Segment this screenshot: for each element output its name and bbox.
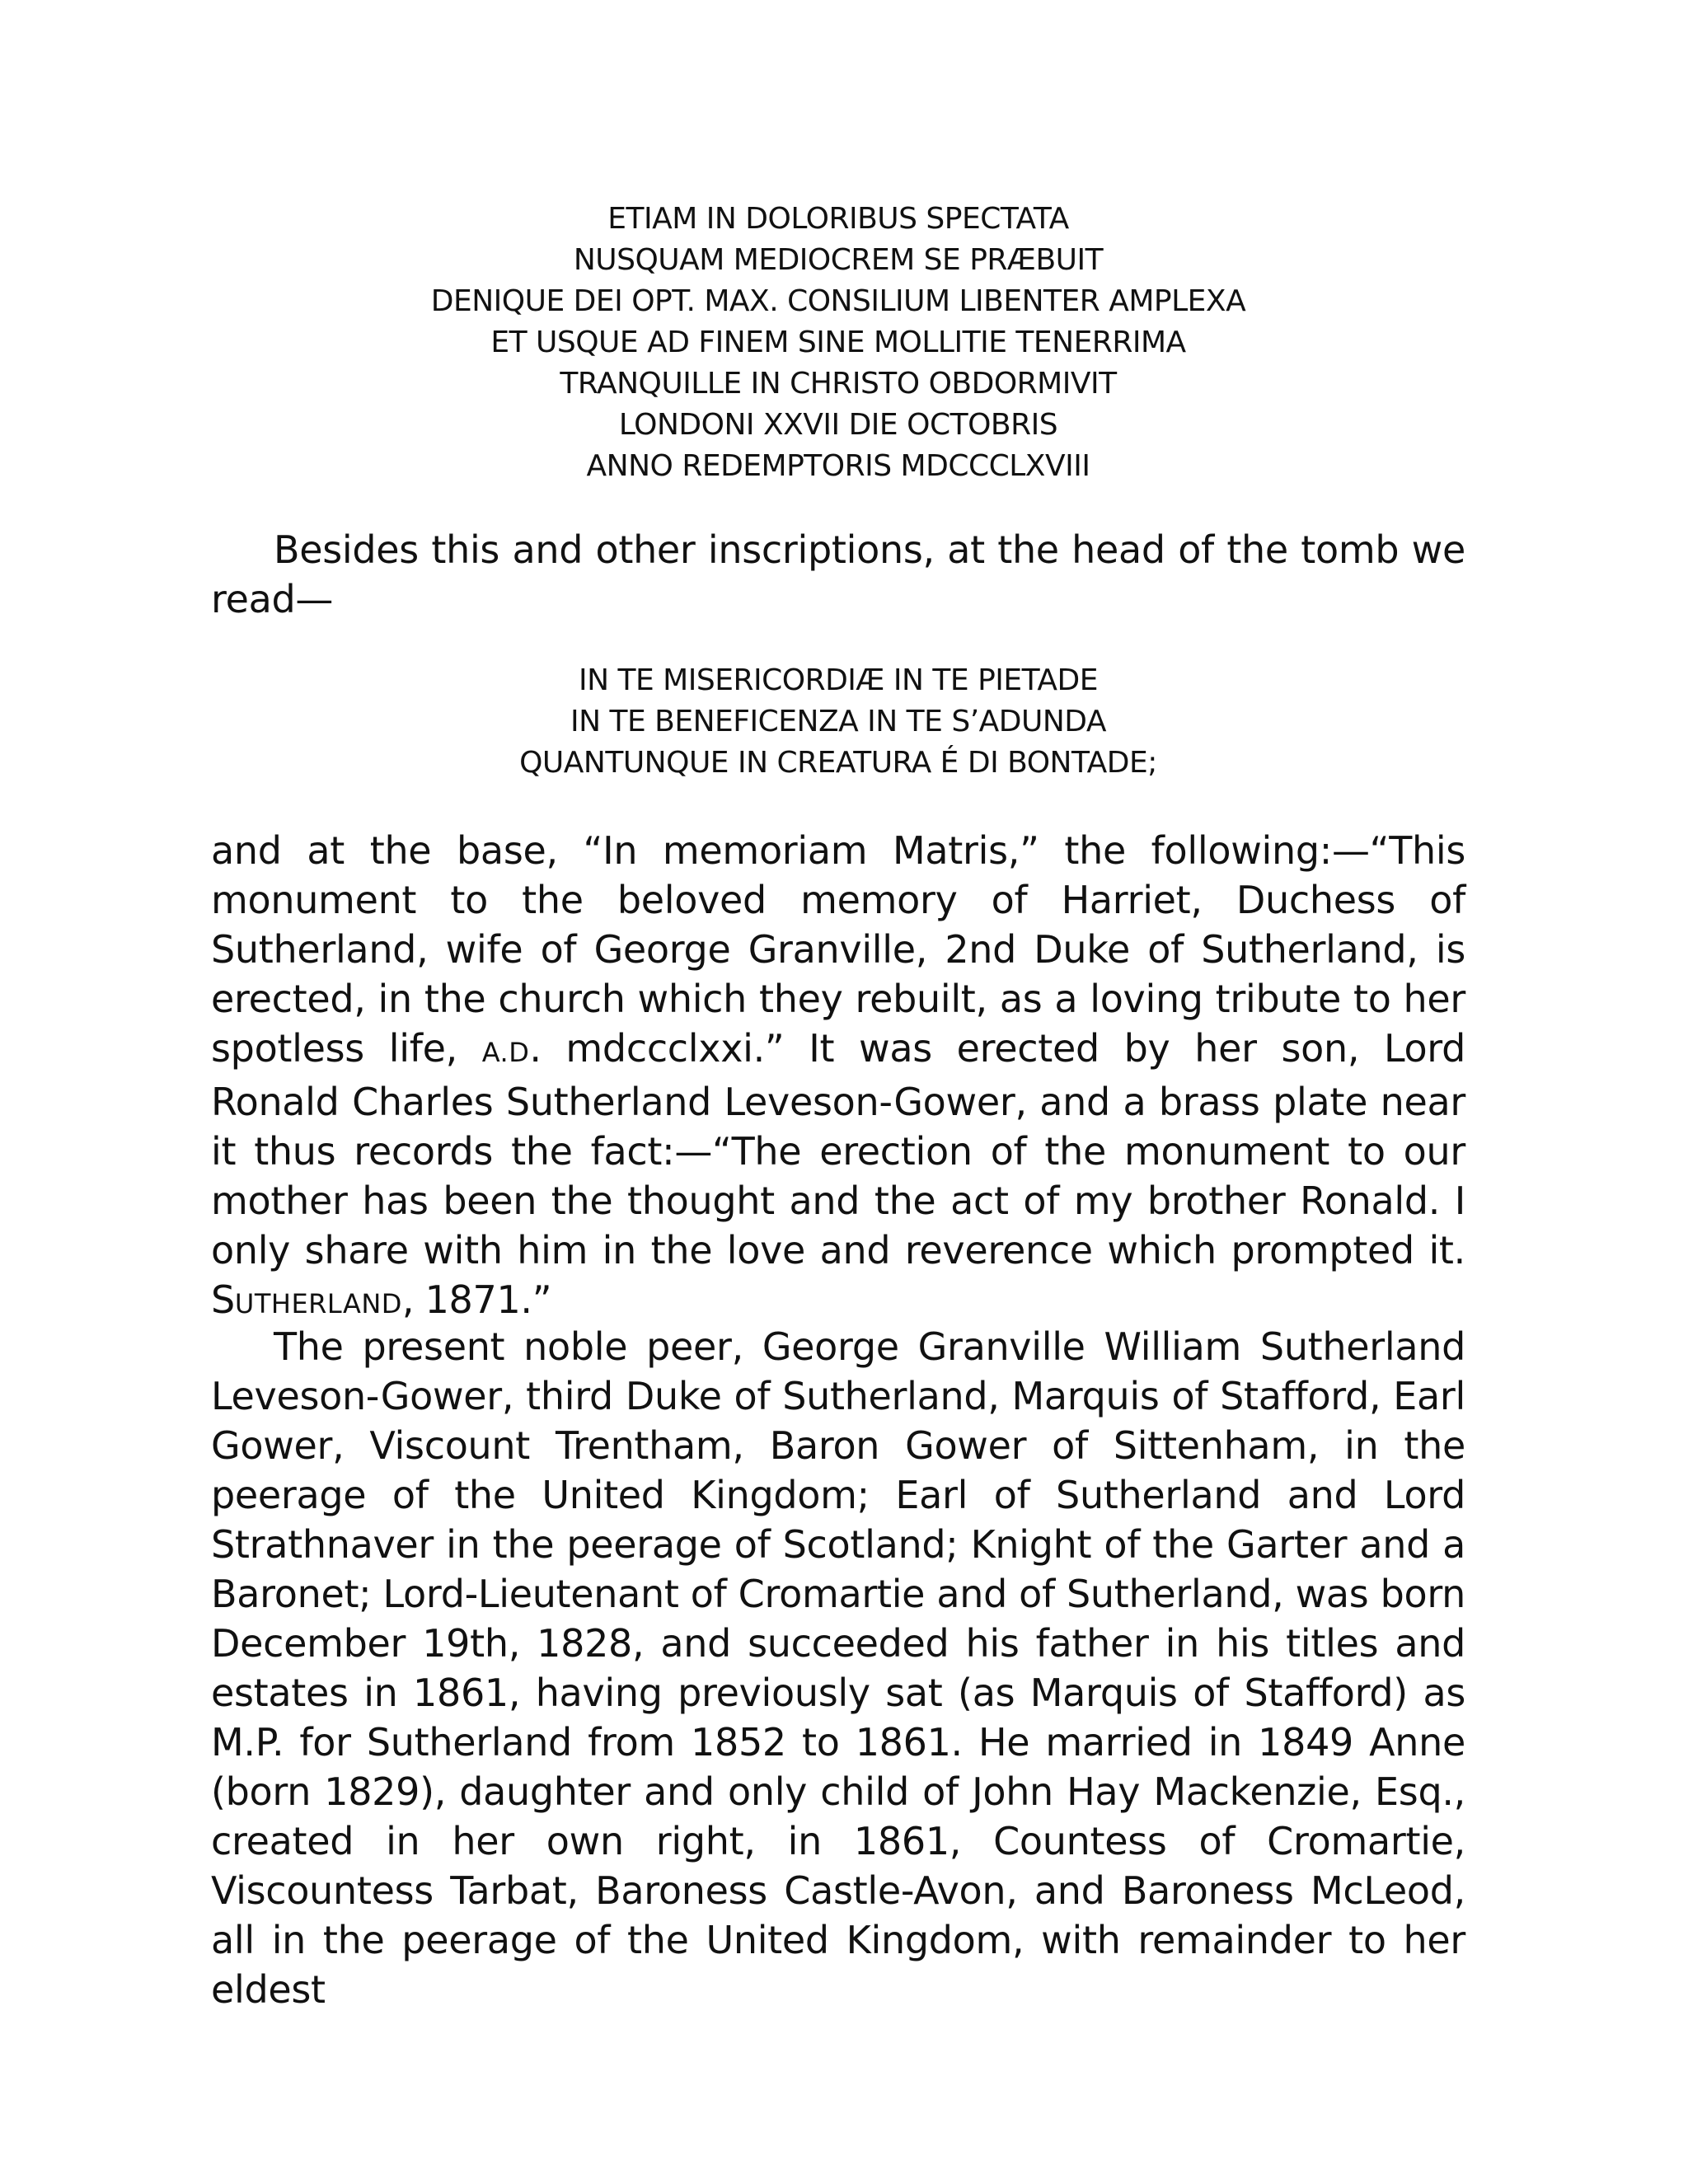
inscription-line: LONDONI XXVII DIE OCTOBRIS	[618, 408, 1058, 442]
signature-smallcaps: UTHERLAND	[234, 1288, 402, 1319]
memorial-text: . mdccclxxi.” It was erected by her son, Lord Ronald Charles Sutherland Leveson-Gower, and a brass plate near it thus records the fact:—“The erection of the monument to our mother has been the thought and the act of my brother Ronald. I only share with him in the love and reverence which prompted it.	[211, 1026, 1466, 1272]
inscription-line: ETIAM IN DOLORIBUS SPECTATA	[607, 202, 1069, 236]
memorial-text: and at the base, “In memoriam Matris,” the following:—“This monument to the beloved memory of Harriet, Duchess of Sutherland, wife of George Granville, 2nd Duke of Sutherland, is erected, in the church which they rebuilt, as a loving tribute to her spotless life,	[211, 828, 1465, 1071]
inscription-line: QUANTUNQUE IN CREATURA É DI BONTADE;	[519, 746, 1157, 780]
inscription-line: TRANQUILLE IN CHRISTO OBDORMIVIT	[560, 367, 1117, 401]
inscription-line: ANNO REDEMPTORIS MDCCCLXVIII	[586, 449, 1090, 483]
latin-inscription	[211, 199, 1465, 487]
memorial-paragraph	[211, 826, 1465, 1329]
inscription-line: NUSQUAM MEDIOCREM SE PRÆBUIT	[573, 243, 1104, 277]
signature-initial: S	[211, 1277, 235, 1322]
italian-inscription	[211, 660, 1465, 784]
intro-paragraph: Besides this and other inscriptions, at the head of the tomb we read—	[211, 527, 1465, 621]
inscription-line: DENIQUE DEI OPT. MAX. CONSILIUM LIBENTER AMPLEXA	[430, 284, 1246, 318]
inscription-line: IN TE MISERICORDIÆ IN TE PIETADE	[579, 663, 1098, 697]
inscription-line: IN TE BENEFICENZA IN TE S’ADUNDA	[570, 705, 1106, 738]
duke-paragraph: The present noble peer, George Granville William Sutherland Leveson-Gower, third Duke of Sutherland, Marquis of Stafford, Earl Gower, Viscount Trentham, Baron Gower of Sittenham, in the peerage of the United Kingdom; Earl of Sutherland and Lord Strathnaver in the peerage of Scotland; Knight of the Garter and a Baronet; Lord-Lieutenant of Cromartie and of Sutherland, was born December 19th, 1828, and succeeded his father in his titles and estates in 1861, having previously sat (as Marquis of Stafford) as M.P. for Sutherland from 1852 to 1861. He married in 1849 Anne (born 1829), daughter and only child of John Hay Mackenzie, Esq., created in her own right, in 1861, Countess of Cromartie, Viscountess Tarbat, Baroness Castle-Avon, and Baroness McLeod, all in the peerage of the United Kingdom, with remainder to her eldest	[211, 1324, 1465, 2012]
inscription-line: ET USQUE AD FINEM SINE MOLLITIE TENERRIMA	[490, 326, 1186, 359]
era-abbreviation: A.D	[481, 1037, 530, 1068]
document-page	[211, 0, 1465, 2184]
memorial-text: , 1871.”	[401, 1277, 552, 1322]
